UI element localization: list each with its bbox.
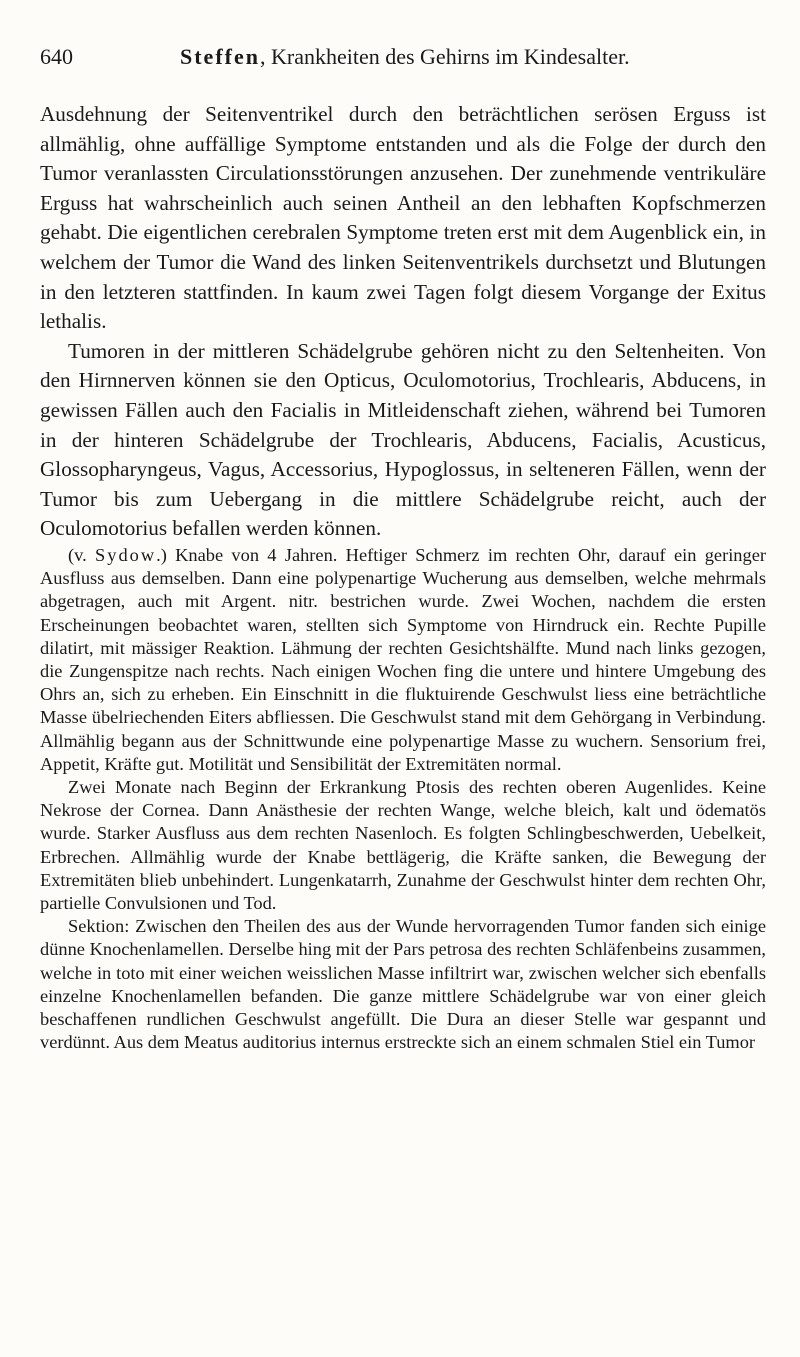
paragraph-1: Ausdehnung der Seitenventrikel durch den beträchtlichen serösen Erguss ist allmählig, ohne auffällige Symptome entstanden und als die Folge der durch den Tumor veranlassten Circulationsstörungen anzusehen. Der zunehmende ventrikuläre Erguss hat wahrscheinlich auch seinen Antheil an den lebhaften Kopfschmerzen gehabt. Die eigentlichen cerebralen Symptome treten erst mit dem Augenblick ein, in welchem der Tumor die Wand des linken Seitenventrikels durchsetzt und Blutungen in den letzteren stattfinden. In kaum zwei Tagen folgt diesem Vorgange der Exitus lethalis. (40, 102, 766, 334)
case-opening-paren: (v. (68, 544, 87, 565)
running-title (180, 44, 766, 70)
case-report-paragraph-1 (40, 544, 766, 776)
page-number: 640 (40, 44, 73, 69)
case-report-text-1: .) Knabe von 4 Jahren. Heftiger Schmerz im rechten Ohr, darauf ein geringer Ausfluss aus demselben. Dann eine polypenartige Wucherung aus demselben, welche mehrmals abgetragen, auch mit Argent. nitr. bestrichen wurde. Zwei Wochen, nachdem die ersten Erscheinungen beobachtet waren, stellten sich Symptome von Hirndruck ein. Rechte Pupille dilatirt, mit mässiger Reaktion. Lähmung der rechten Gesichtshälfte. Mund nach links gezogen, die Zungenspitze nach rechts. Nach einigen Wochen fing die untere und hintere Umgebung des Ohrs an, sich zu erheben. Ein Einschnitt in die fluktuirende Geschwulst liess eine beträchtliche Masse übelriechenden Eiters abfliessen. Die Geschwulst stand mit dem Gehörgang in Verbindung. Allmählig begann aus der Schnittwunde eine polypenartige Masse zu wuchern. Sensorium frei, Appetit, Kräfte gut. Motilität und Sensibilität der Extremitäten normal. (40, 544, 766, 774)
case-citation: Sydow (95, 544, 157, 565)
running-head-title: , Krankheiten des Gehirns im Kindesalter. (259, 44, 630, 69)
running-head (40, 44, 766, 84)
case-report (40, 544, 766, 1054)
main-text (40, 100, 766, 544)
paragraph-2: Tumoren in der mittleren Schädelgrube gehören nicht zu den Seltenheiten. Von den Hirnnerven können sie den Opticus, Oculomotorius, Trochlearis, Abducens, in gewissen Fällen auch den Facialis in Mitleidenschaft ziehen, während bei Tumoren in der hinteren Schädelgrube der Trochlearis, Abducens, Facialis, Acusticus, Glossopharyngeus, Vagus, Accessorius, Hypoglossus, in selteneren Fällen, wenn der Tumor bis zum Uebergang in die mittlere Schädelgrube reicht, auch der Oculomotorius befallen werden können. (40, 338, 766, 541)
case-report-paragraph-2: Zwei Monate nach Beginn der Erkrankung Ptosis des rechten oberen Augenlides. Keine Nekrose der Cornea. Dann Anästhesie der rechten Wange, welche bleich, kalt und ödematös wurde. Starker Ausfluss aus dem rechten Nasenloch. Es folgten Schlingbeschwerden, Uebelkeit, Erbrechen. Allmählig wurde der Knabe bettlägerig, die Kräfte sanken, die Bewegung der Extremitäten blieb unbehindert. Lungenkatarrh, Zunahme der Geschwulst hinter dem rechten Ohr, partielle Convulsionen und Tod. (40, 776, 766, 913)
case-report-paragraph-3: Sektion: Zwischen den Theilen des aus der Wunde hervorragenden Tumor fanden sich einige dünne Knochenlamellen. Derselbe hing mit der Pars petrosa des rechten Schläfenbeins zusammen, welche in toto mit einer weichen weisslichen Masse infiltrirt war, zwischen welcher sich ebenfalls einzelne Knochenlamellen befanden. Die ganze mittlere Schädelgrube war von einer gleich beschaffenen rundlichen Geschwulst angefüllt. Die Dura an dieser Stelle war gespannt und verdünnt. Aus dem Meatus auditorius internus erstreckte sich an einem schmalen Stiel ein Tumor (40, 916, 766, 1053)
running-head-author: Steffen (180, 44, 260, 69)
